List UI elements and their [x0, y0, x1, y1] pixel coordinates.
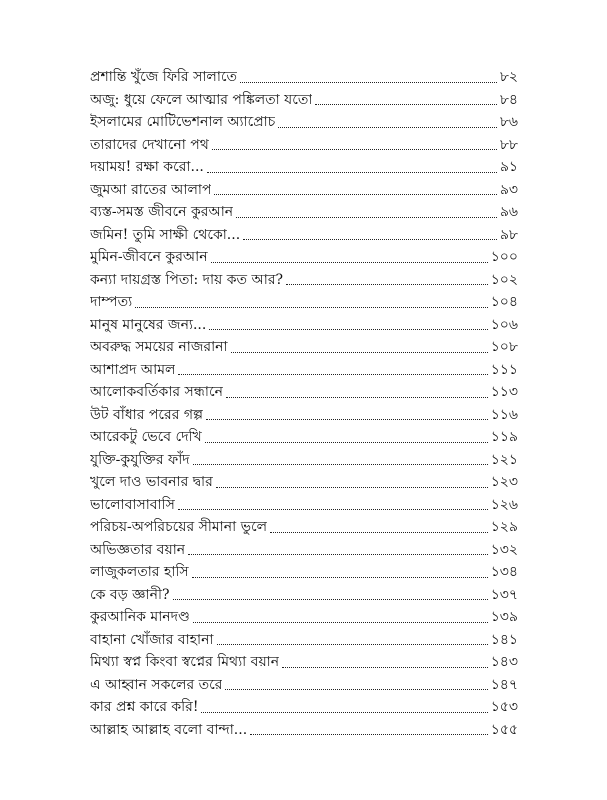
toc-entry-page-number: ১৪৩ — [490, 654, 518, 670]
toc-entry-title: ইসলামের মোটিভেশনাল অ্যাপ্রোচ — [90, 114, 276, 130]
toc-entry — [90, 359, 518, 382]
dot-leader — [201, 712, 487, 713]
toc-entry-title: কুরআনিক মানদণ্ড — [90, 609, 190, 625]
toc-entry — [90, 89, 518, 112]
toc-entry — [90, 404, 518, 427]
toc-entry-page-number: ১২১ — [490, 451, 518, 468]
dot-leader — [216, 487, 488, 488]
toc-entry-title: খুলে দাও ভাবনার দ্বার — [90, 474, 213, 490]
dot-leader — [212, 149, 497, 150]
dot-leader — [236, 217, 497, 218]
dot-leader — [250, 734, 488, 735]
toc-entry — [90, 471, 518, 494]
toc-entry-page-number: ১০৬ — [490, 316, 518, 333]
dot-leader — [240, 82, 497, 83]
toc-entry-title: মিথ্যা স্বপ্ন কিংবা স্বপ্নের মিথ্যা বয়ান — [90, 654, 280, 670]
toc-entry-page-number: ১০০ — [490, 249, 518, 265]
toc-entry-page-number: ১৪১ — [490, 631, 518, 648]
toc-entry-page-number: ১৪৭ — [490, 676, 518, 693]
toc-entry-page-number: ১৩৭ — [490, 586, 518, 603]
toc-entry — [90, 314, 518, 337]
toc-entry-page-number: ১১১ — [490, 361, 518, 378]
toc-entry-title: এ আহ্বান সকলের তরে — [90, 676, 223, 693]
toc-entry-page-number: ১১৬ — [490, 406, 518, 423]
toc-entry — [90, 381, 518, 404]
toc-entry-title: ব্যস্ত-সমস্ত জীবনে কুরআন — [90, 204, 234, 220]
toc-entry-title: প্রশান্তি খুঁজে ফিরি সালাতে — [90, 69, 238, 85]
toc-entry — [90, 674, 518, 697]
dot-leader — [286, 284, 488, 285]
toc-entry — [90, 179, 518, 202]
dot-leader — [188, 554, 488, 555]
toc-entry-page-number: ১৩৯ — [490, 609, 518, 625]
dot-leader — [270, 532, 488, 533]
dot-leader — [278, 127, 497, 128]
dot-leader — [206, 419, 488, 420]
toc-entry — [90, 539, 518, 562]
toc-entry-title: জমিন! তুমি সাক্ষী থেকো... — [90, 226, 241, 243]
dot-leader — [135, 307, 488, 308]
toc-entry-page-number: ১২৩ — [490, 474, 518, 490]
toc-entry-title: পরিচয়-অপরিচয়ের সীমানা ভুলে — [90, 519, 268, 535]
toc-entry-page-number: ৮৮ — [499, 136, 518, 153]
table-of-contents — [90, 66, 518, 741]
toc-entry-page-number: ১১৯ — [490, 429, 518, 445]
toc-entry-title: আশাপ্রদ আমল — [90, 361, 176, 378]
toc-entry — [90, 224, 518, 247]
toc-entry — [90, 561, 518, 584]
toc-entry-page-number: ১০৪ — [490, 294, 518, 310]
toc-entry-title: ভালোবাসাবাসি — [90, 496, 175, 513]
toc-entry-page-number: ৮৬ — [499, 114, 518, 130]
dot-leader — [225, 689, 487, 690]
toc-entry — [90, 66, 518, 89]
toc-entry-title: দাম্পত্য — [90, 294, 133, 310]
toc-entry-title: অজু: ধুয়ে ফেলে আত্মার পঙ্কিলতা যতো — [90, 91, 313, 108]
toc-entry-title: জুমআ রাতের আলাপ — [90, 181, 212, 198]
toc-entry-title: মানুষ মানুষের জন্য... — [90, 316, 207, 333]
toc-entry-title: কে বড় জ্ঞানী? — [90, 586, 170, 603]
toc-entry — [90, 426, 518, 449]
toc-entry — [90, 696, 518, 719]
dot-leader — [209, 329, 487, 330]
dot-leader — [178, 509, 488, 510]
toc-entry — [90, 449, 518, 472]
toc-entry — [90, 651, 518, 674]
toc-entry-page-number: ১৩৪ — [490, 564, 518, 580]
toc-entry-page-number: ১৫৫ — [490, 721, 518, 738]
toc-entry-title: কন্যা দায়গ্রস্ত পিতা: দায় কত আর? — [90, 271, 284, 288]
dot-leader — [226, 397, 488, 398]
dot-leader — [205, 442, 488, 443]
toc-entry-title: আলোকবর্তিকার সন্ধানে — [90, 384, 223, 400]
toc-entry-title: অভিজ্ঞতার বয়ান — [90, 541, 186, 558]
toc-entry — [90, 246, 518, 269]
dot-leader — [173, 599, 488, 600]
dot-leader — [211, 262, 488, 263]
toc-entry-page-number: ১১৩ — [490, 384, 518, 400]
toc-entry — [90, 719, 518, 742]
dot-leader — [207, 172, 497, 173]
toc-entry-title: তারাদের দেখানো পথ — [90, 136, 209, 153]
dot-leader — [282, 667, 488, 668]
toc-entry — [90, 269, 518, 292]
toc-entry-page-number: ৯৮ — [499, 226, 518, 243]
toc-entry-page-number: ১০২ — [490, 271, 518, 288]
toc-entry-page-number: ৯৩ — [499, 181, 518, 198]
toc-entry-title: লাজুকলতার হাসি — [90, 564, 189, 580]
toc-entry — [90, 584, 518, 607]
toc-entry-page-number: ১০৮ — [490, 339, 518, 355]
toc-entry — [90, 629, 518, 652]
toc-entry — [90, 494, 518, 517]
toc-entry-page-number: ৯১ — [499, 159, 518, 175]
toc-entry-title: দয়াময়! রক্ষা করো... — [90, 159, 204, 175]
toc-entry-page-number: ১৫৩ — [490, 699, 518, 715]
toc-entry — [90, 606, 518, 629]
toc-entry — [90, 516, 518, 539]
dot-leader — [192, 577, 488, 578]
dot-leader — [231, 352, 488, 353]
toc-entry-title: কার প্রশ্ন কারে করি! — [90, 699, 199, 715]
toc-entry-page-number: ৮৪ — [499, 91, 518, 108]
toc-entry-page-number: ১২৯ — [490, 519, 518, 535]
toc-entry-title: মুমিন-জীবনে কুরআন — [90, 249, 208, 265]
dot-leader — [243, 239, 497, 240]
toc-entry — [90, 111, 518, 134]
dot-leader — [193, 464, 488, 465]
dot-leader — [178, 374, 487, 375]
toc-entry — [90, 291, 518, 314]
dot-leader — [193, 622, 488, 623]
toc-entry-title: উট বাঁধার পরের গল্প — [90, 406, 204, 423]
toc-entry-title: যুক্তি-কুযুক্তির ফাঁদ — [90, 451, 190, 468]
dot-leader — [214, 194, 496, 195]
toc-entry-page-number: ৮২ — [499, 69, 518, 85]
toc-entry — [90, 156, 518, 179]
toc-entry-title: বাহানা খোঁজার বাহানা — [90, 631, 214, 648]
toc-entry-title: আরেকটু ভেবে দেখি — [90, 429, 202, 445]
toc-entry-page-number: ৯৬ — [499, 204, 518, 220]
toc-entry-title: অবরুদ্ধ সময়ের নাজরানা — [90, 339, 228, 355]
toc-entry — [90, 201, 518, 224]
dot-leader — [315, 104, 496, 105]
toc-entry-title: আল্লাহ আল্লাহ বলো বান্দা... — [90, 721, 248, 738]
toc-entry — [90, 134, 518, 157]
dot-leader — [217, 644, 488, 645]
toc-entry-page-number: ১৩২ — [490, 541, 518, 558]
toc-entry-page-number: ১২৬ — [490, 496, 518, 513]
toc-entry — [90, 336, 518, 359]
